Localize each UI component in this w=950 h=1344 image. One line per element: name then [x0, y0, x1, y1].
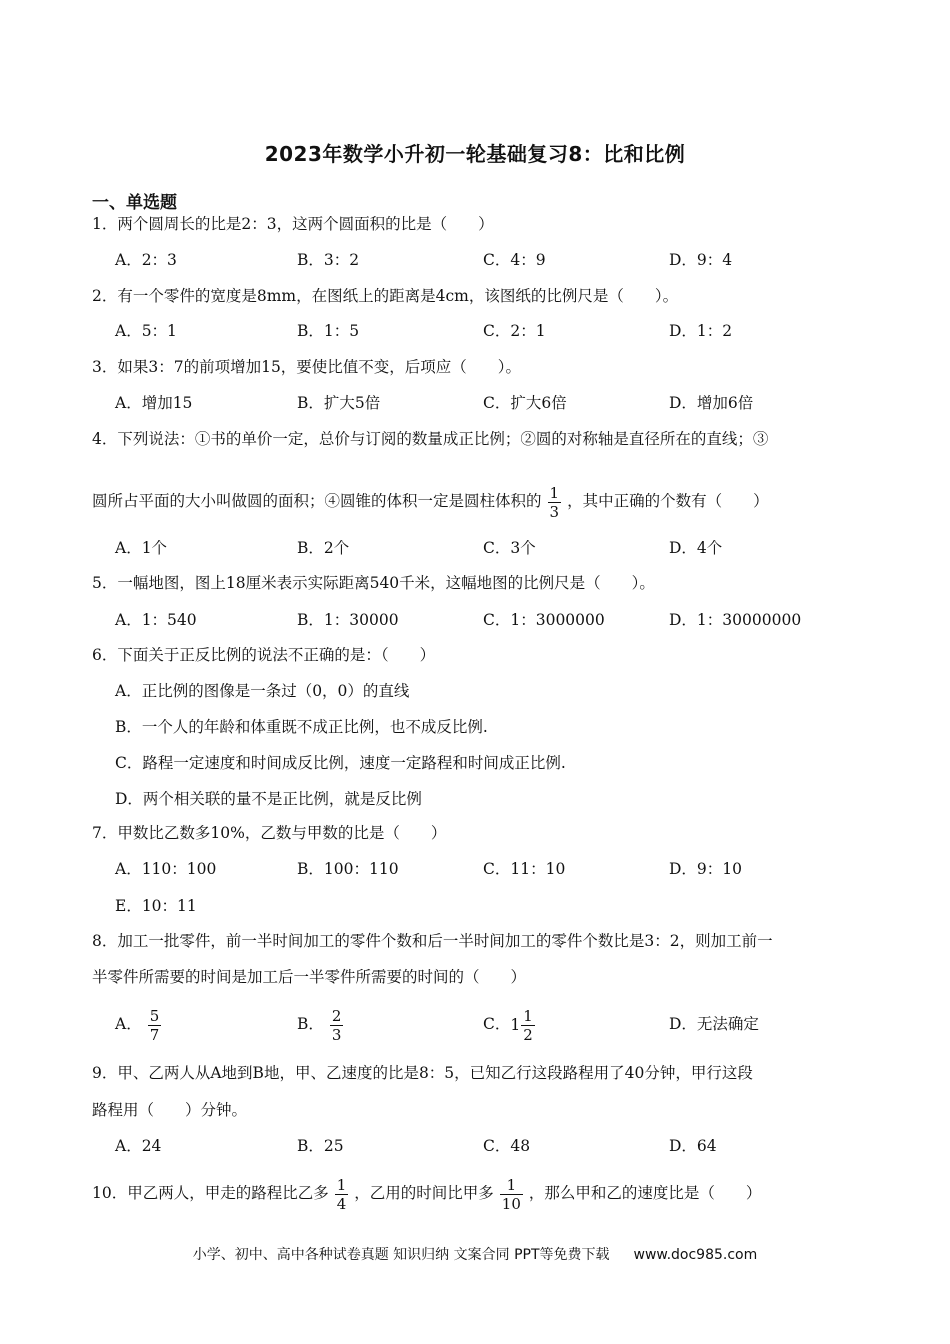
question-8-line-1: 8．加工一批零件，前一半时间加工的零件个数和后一半时间加工的零件个数比是3：2，则加工前一 — [92, 932, 773, 950]
option-a — [115, 1001, 167, 1047]
option-a: A．1：540 — [115, 611, 197, 629]
question-8-options — [115, 1001, 875, 1047]
option-b: B．扩大5倍 — [297, 394, 381, 412]
question-10-text-a: 10．甲乙两人，甲走的路程比乙多 — [92, 1184, 329, 1202]
question-4-text-b: ，其中正确的个数有（ ） — [567, 492, 769, 510]
option-d: D．4个 — [669, 539, 723, 557]
option-c-label: C． — [483, 1015, 511, 1033]
option-d: D．1：30000000 — [669, 611, 802, 629]
question-10 — [92, 1170, 761, 1216]
fraction-denominator: 3 — [331, 1025, 342, 1044]
option-a: A．增加15 — [115, 394, 193, 412]
fraction-numerator: 1 — [523, 1006, 533, 1025]
page-title: 2023年数学小升初一轮基础复习8：比和比例 — [264, 142, 686, 166]
option-a: A．正比例的图像是一条过（0，0）的直线 — [115, 682, 410, 700]
fraction-denominator: 7 — [149, 1025, 160, 1044]
page-footer — [0, 1244, 950, 1264]
fraction — [548, 484, 562, 521]
section-heading: 一、单选题 — [92, 193, 177, 213]
option-b: B．2个 — [297, 539, 350, 557]
fraction — [330, 1007, 344, 1044]
option-c: C．路程一定速度和时间成反比例，速度一定路程和时间成正比例. — [115, 754, 566, 772]
option-b: B．一个人的年龄和体重既不成正比例，也不成反比例. — [115, 718, 488, 736]
option-c — [483, 1001, 541, 1048]
footer-link[interactable]: www.doc985.com — [633, 1247, 758, 1263]
option-a: A．5：1 — [115, 322, 177, 340]
question-10-text-b: ，乙用的时间比甲多 — [354, 1184, 494, 1202]
option-d: D．1：2 — [669, 322, 733, 340]
question-3: 3．如果3：7的前项增加15，要使比值不变，后项应（ ）。 — [92, 358, 522, 376]
option-a: A．110：100 — [115, 860, 217, 878]
option-b — [297, 1001, 349, 1047]
fraction-denominator: 2 — [523, 1025, 533, 1044]
option-c: C．11：10 — [483, 860, 566, 878]
question-7: 7．甲数比乙数多10%，乙数与甲数的比是（ ） — [92, 824, 447, 842]
option-a: A．1个 — [115, 539, 168, 557]
fraction-denominator: 4 — [336, 1194, 347, 1213]
option-d: D．增加6倍 — [669, 394, 754, 412]
option-b: B．3：2 — [297, 251, 360, 269]
option-c: C．4：9 — [483, 251, 546, 269]
option-b: B．1：30000 — [297, 611, 399, 629]
option-d: D．两个相关联的量不是正比例，就是反比例 — [115, 790, 422, 808]
option-c: C．2：1 — [483, 322, 546, 340]
question-4-line-1: 4．下列说法：①书的单价一定，总价与订阅的数量成正比例；②圆的对称轴是直径所在的直线；③ — [92, 430, 769, 448]
mixed-whole: 1 — [510, 1016, 521, 1034]
mixed-number — [510, 1002, 540, 1048]
question-9-line-2: 路程用（ ）分钟。 — [92, 1101, 248, 1119]
option-b-label: B． — [297, 1015, 324, 1033]
fraction-denominator: 10 — [501, 1194, 521, 1213]
fraction-numerator: 5 — [149, 1006, 160, 1025]
fraction-numerator: 1 — [506, 1175, 517, 1194]
option-b: B．1：5 — [297, 322, 360, 340]
question-2: 2．有一个零件的宽度是8mm，在图纸上的距离是4cm，该图纸的比例尺是（ ）。 — [92, 287, 679, 305]
fraction — [148, 1007, 162, 1044]
question-10-text-c: ，那么甲和乙的速度比是（ ） — [528, 1184, 762, 1202]
option-a-label: A． — [115, 1015, 142, 1033]
question-1: 1．两个圆周长的比是2：3，这两个圆面积的比是（ ） — [92, 215, 494, 233]
option-d: D．64 — [669, 1137, 717, 1155]
option-e: E．10：11 — [115, 897, 197, 915]
option-b: B．25 — [297, 1137, 344, 1155]
option-c: C．48 — [483, 1137, 531, 1155]
option-a: A．2：3 — [115, 251, 177, 269]
fraction-denominator: 3 — [549, 502, 560, 521]
option-d: D．9：4 — [669, 251, 733, 269]
question-4-text-a: 圆所占平面的大小叫做圆的面积；④圆锥的体积一定是圆柱体积的 — [92, 492, 542, 510]
fraction-numerator: 1 — [336, 1175, 347, 1194]
fraction — [500, 1176, 523, 1213]
option-a: A．24 — [115, 1137, 162, 1155]
option-d: D．9：10 — [669, 860, 743, 878]
footer-text: 小学、初中、高中各种试卷真题 知识归纳 文案合同 PPT等免费下载 — [192, 1247, 610, 1263]
option-c: C．3个 — [483, 539, 536, 557]
option-c: C．1：3000000 — [483, 611, 605, 629]
option-d: D．无法确定 — [669, 1015, 759, 1033]
fraction-numerator: 1 — [549, 483, 560, 502]
fraction — [335, 1176, 349, 1213]
question-6: 6．下面关于正反比例的说法不正确的是：（ ） — [92, 646, 436, 664]
option-b: B．100：110 — [297, 860, 399, 878]
option-c: C．扩大6倍 — [483, 394, 567, 412]
fraction — [521, 1007, 535, 1044]
question-8-line-2: 半零件所需要的时间是加工后一半零件所需要的时间的（ ） — [92, 968, 527, 986]
question-5: 5．一幅地图，图上18厘米表示实际距离540千米，这幅地图的比例尺是（ ）。 — [92, 574, 655, 592]
question-4-line-2 — [92, 478, 769, 524]
question-9-line-1: 9．甲、乙两人从A地到B地，甲、乙速度的比是8：5，已知乙行这段路程用了40分钟，甲行这段 — [92, 1064, 753, 1082]
fraction-numerator: 2 — [331, 1006, 342, 1025]
